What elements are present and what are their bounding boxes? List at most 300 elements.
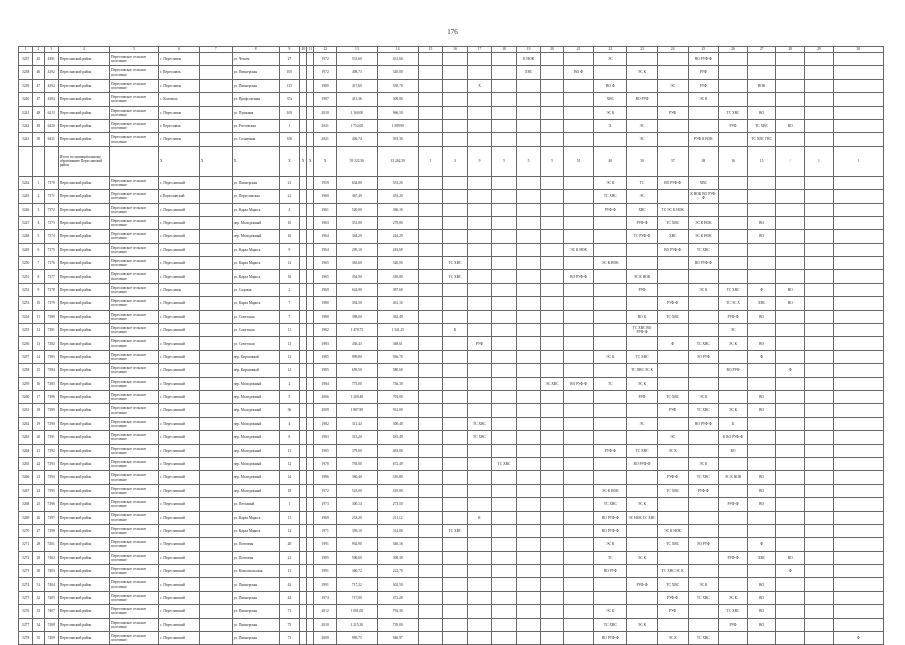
table-cell: [199, 377, 232, 390]
table-cell: 5256: [19, 337, 33, 350]
table-cell: [805, 324, 834, 337]
table-cell: [418, 431, 443, 444]
table-cell: [418, 350, 443, 363]
table-cell: [747, 364, 776, 377]
table-cell: Переславский район: [58, 324, 109, 337]
table-cell: 472,20: [377, 591, 418, 604]
table-cell: [541, 511, 563, 524]
table-cell: [541, 270, 563, 283]
table-cell: [688, 431, 719, 444]
table-cell: 436,43: [336, 337, 377, 350]
table-cell: ТС ХВС: [443, 257, 468, 270]
table-cell: [747, 632, 776, 645]
table-cell: ЭС К: [594, 605, 627, 618]
table-cell: 320,00: [377, 66, 418, 79]
table-cell: [833, 431, 883, 444]
table-cell: [657, 93, 688, 106]
table-cell: 37: [657, 146, 688, 176]
table-cell: 1984: [314, 377, 336, 390]
table-cell: 7370: [44, 176, 58, 189]
table-cell: [627, 632, 658, 645]
table-cell: [467, 484, 492, 497]
table-cell: 40: [594, 146, 627, 176]
table-cell: РУФ-Ф: [627, 578, 658, 591]
table-cell: [688, 511, 719, 524]
table-cell: 344,20: [336, 230, 377, 243]
table-cell: Переславский район: [58, 551, 109, 564]
table-cell: [805, 524, 834, 537]
table-cell: [443, 565, 468, 578]
table-cell: [307, 310, 314, 323]
table-cell: [594, 324, 627, 337]
table-cell: 2012: [314, 605, 336, 618]
table-cell: [805, 551, 834, 564]
table-cell: [199, 176, 232, 189]
table-cell: [467, 310, 492, 323]
table-cell: 7398: [44, 524, 58, 537]
table-cell: с. Переславский: [159, 390, 200, 403]
table-cell: РУФ-Ф: [719, 498, 748, 511]
table-cell: [492, 230, 517, 243]
table-cell: [833, 457, 883, 470]
table-cell: 1 209,40: [336, 390, 377, 403]
table-cell: [516, 350, 541, 363]
table-cell: ХВС: [516, 66, 541, 79]
table-cell: Х: [594, 119, 627, 132]
table-cell: [307, 457, 314, 470]
table-cell: [541, 66, 563, 79]
table-cell: Переславский район: [58, 176, 109, 189]
table-cell: Переславское сельское поселение: [109, 618, 158, 631]
table-cell: ВО РУФ: [719, 364, 748, 377]
table-cell: Переславское сельское поселение: [109, 79, 158, 92]
table-cell: 4391: [44, 53, 58, 66]
table-cell: 18: [492, 47, 517, 53]
table-cell: [300, 106, 307, 119]
table-cell: ВО: [747, 216, 776, 229]
table-cell: [300, 203, 307, 216]
table-cell: [516, 190, 541, 203]
table-cell: 23: [33, 471, 44, 484]
table-cell: [467, 364, 492, 377]
table-cell: [747, 444, 776, 457]
table-cell: [541, 605, 563, 618]
table-cell: ВО: [776, 297, 805, 310]
table-cell: [492, 565, 517, 578]
table-cell: 21: [563, 47, 594, 53]
table-cell: [516, 457, 541, 470]
table-cell: ТС ХВС: [688, 243, 719, 256]
table-cell: [307, 106, 314, 119]
table-cell: ул. Карла Маркса: [232, 524, 279, 537]
table-cell: [833, 66, 883, 79]
table-cell: 14: [279, 364, 299, 377]
table-row: [19, 119, 884, 132]
table-cell: 1972: [314, 66, 336, 79]
table-cell: [688, 377, 719, 390]
table-cell: [594, 66, 627, 79]
table-cell: 1991: [314, 565, 336, 578]
table-cell: ХВС: [657, 230, 688, 243]
table-cell: Переславский район: [58, 257, 109, 270]
table-cell: Переславский район: [58, 605, 109, 618]
table-cell: 717,22: [336, 578, 377, 591]
table-cell: [492, 324, 517, 337]
table-row: [19, 444, 884, 457]
table-cell: Переславский район: [58, 591, 109, 604]
table-cell: [563, 203, 594, 216]
table-cell: [833, 377, 883, 390]
table-cell: [516, 203, 541, 216]
table-cell: [307, 119, 314, 132]
table-cell: РУФ: [688, 79, 719, 92]
table-cell: ВО: [747, 471, 776, 484]
table-cell: 5251: [19, 270, 33, 283]
table-cell: 5247: [19, 216, 33, 229]
table-cell: [199, 431, 232, 444]
table-cell: [719, 243, 748, 256]
table-cell: [594, 337, 627, 350]
table-cell: ТС ХВС: [657, 484, 688, 497]
table-row: [19, 283, 884, 296]
table-cell: 22: [33, 457, 44, 470]
table-cell: 45: [33, 53, 44, 66]
table-cell: Переславский район: [58, 66, 109, 79]
table-cell: 10: [279, 216, 299, 229]
table-cell: [719, 511, 748, 524]
table-cell: [492, 618, 517, 631]
table-cell: 2021: [314, 133, 336, 146]
table-cell: 703,00: [377, 390, 418, 403]
table-cell: Переславское сельское поселение: [109, 270, 158, 283]
table-row: [19, 53, 884, 66]
table-cell: [563, 350, 594, 363]
table-cell: [805, 618, 834, 631]
table-cell: Переславский район: [58, 93, 109, 106]
table-cell: [776, 106, 805, 119]
table-cell: [776, 203, 805, 216]
table-cell: 11: [279, 511, 299, 524]
table-cell: Переславский район: [58, 524, 109, 537]
table-cell: [541, 578, 563, 591]
table-cell: г. Переславль: [159, 119, 200, 132]
table-cell: [418, 216, 443, 229]
table-cell: [492, 364, 517, 377]
table-cell: [19, 146, 33, 176]
table-cell: [563, 618, 594, 631]
table-cell: [563, 297, 594, 310]
table-cell: ЭС К: [627, 66, 658, 79]
table-cell: 10: [33, 297, 44, 310]
table-cell: 281,49: [377, 431, 418, 444]
table-cell: 360,72: [336, 565, 377, 578]
table-cell: [657, 53, 688, 66]
table-cell: [688, 524, 719, 537]
table-cell: ТС ХВС: [657, 578, 688, 591]
table-cell: ул. Пионерская: [232, 605, 279, 618]
table-cell: [563, 511, 594, 524]
table-cell: ТС ХВС: [467, 431, 492, 444]
table-cell: [300, 498, 307, 511]
table-cell: [307, 257, 314, 270]
table-cell: ВО РУФ: [627, 93, 658, 106]
table-cell: [747, 270, 776, 283]
table-cell: [541, 283, 563, 296]
table-row: [19, 324, 884, 337]
table-cell: Переславское сельское поселение: [109, 350, 158, 363]
table-cell: [492, 106, 517, 119]
table-cell: [805, 310, 834, 323]
table-cell: [627, 565, 658, 578]
table-row: [19, 417, 884, 430]
table-cell: [492, 79, 517, 92]
table-cell: [199, 524, 232, 537]
table-cell: 16: [279, 230, 299, 243]
table-cell: ХВС: [747, 551, 776, 564]
table-cell: [418, 578, 443, 591]
table-cell: 5241: [19, 106, 33, 119]
table-cell: [833, 484, 883, 497]
table-cell: [418, 390, 443, 403]
table-cell: [747, 431, 776, 444]
table-cell: 7390: [44, 417, 58, 430]
table-cell: ВО РУФ-Ф: [594, 524, 627, 537]
table-cell: [300, 618, 307, 631]
table-cell: 2: [279, 283, 299, 296]
table-cell: [418, 618, 443, 631]
table-cell: ВО РУФ-Ф: [657, 243, 688, 256]
table-cell: 5268: [19, 498, 33, 511]
table-cell: ул. Пионерская: [232, 591, 279, 604]
table-cell: ЭС: [627, 119, 658, 132]
table-cell: [563, 524, 594, 537]
table-cell: [541, 297, 563, 310]
table-cell: [492, 511, 517, 524]
table-cell: [541, 444, 563, 457]
table-cell: 7395: [44, 484, 58, 497]
table-cell: 320,00: [377, 257, 418, 270]
table-cell: [418, 524, 443, 537]
table-cell: ВО: [776, 283, 805, 296]
table-cell: ВО РУФ-Ф: [563, 270, 594, 283]
table-cell: [747, 565, 776, 578]
table-cell: [418, 457, 443, 470]
table-cell: Переславский район: [58, 53, 109, 66]
table-cell: [719, 377, 748, 390]
table-cell: [563, 133, 594, 146]
table-cell: ул. Карла Маркса: [232, 511, 279, 524]
table-cell: [199, 106, 232, 119]
table-cell: 7408: [44, 618, 58, 631]
table-cell: 5265: [19, 457, 33, 470]
table-cell: [688, 551, 719, 564]
table-cell: [776, 243, 805, 256]
table-cell: ХВС: [594, 93, 627, 106]
table-cell: 279,80: [377, 216, 418, 229]
table-cell: [199, 538, 232, 551]
table-cell: [418, 591, 443, 604]
table-cell: [776, 578, 805, 591]
table-cell: [541, 350, 563, 363]
table-cell: с. Переславский: [159, 257, 200, 270]
table-cell: [594, 297, 627, 310]
table-cell: 5271: [19, 538, 33, 551]
table-cell: [199, 605, 232, 618]
table-cell: [805, 431, 834, 444]
table-cell: [199, 257, 232, 270]
table-cell: 1969: [314, 511, 336, 524]
table-cell: 5266: [19, 471, 33, 484]
table-cell: 222,70: [377, 565, 418, 578]
table-cell: [688, 444, 719, 457]
table-cell: [776, 457, 805, 470]
table-cell: 1: [279, 119, 299, 132]
table-row: [19, 578, 884, 591]
table-cell: [516, 524, 541, 537]
table-cell: [418, 283, 443, 296]
table-cell: Х: [314, 146, 336, 176]
table-cell: [300, 444, 307, 457]
table-row: [19, 350, 884, 363]
table-cell: 36: [279, 404, 299, 417]
table-cell: Ф: [776, 364, 805, 377]
table-cell: [747, 457, 776, 470]
table-cell: [563, 283, 594, 296]
table-cell: [833, 93, 883, 106]
table-cell: [467, 243, 492, 256]
table-cell: ЭС К: [657, 632, 688, 645]
table-cell: 7385: [44, 377, 58, 390]
table-cell: [300, 377, 307, 390]
table-cell: ул. Пушкина: [232, 106, 279, 119]
table-cell: 12: [279, 350, 299, 363]
table-cell: /: [776, 146, 805, 176]
table-cell: [300, 270, 307, 283]
table-cell: 27: [279, 53, 299, 66]
table-cell: Переславское сельское поселение: [109, 498, 158, 511]
table-cell: [307, 133, 314, 146]
table-cell: [541, 310, 563, 323]
table-cell: Переславское сельское поселение: [109, 203, 158, 216]
table-cell: [492, 632, 517, 645]
table-cell: ул. Чехова: [232, 53, 279, 66]
table-cell: 33: [33, 605, 44, 618]
table-cell: [443, 377, 468, 390]
table-cell: [627, 257, 658, 270]
table-cell: [492, 337, 517, 350]
table-cell: с. Переславский: [159, 377, 200, 390]
table-cell: 5: [516, 146, 541, 176]
table-cell: [418, 66, 443, 79]
table-cell: [199, 390, 232, 403]
table-cell: 6420: [44, 119, 58, 132]
table-cell: [443, 106, 468, 119]
table-cell: [199, 133, 232, 146]
table-cell: [516, 297, 541, 310]
table-cell: 7392: [44, 444, 58, 457]
table-cell: [805, 471, 834, 484]
table-cell: [833, 350, 883, 363]
table-cell: 431,60: [377, 53, 418, 66]
table-cell: [443, 511, 468, 524]
table-cell: 5253: [19, 297, 33, 310]
table-cell: Итого по муниципальному образованию Переславский район: [58, 146, 109, 176]
table-cell: 7372: [44, 203, 58, 216]
table-cell: 5237: [19, 53, 33, 66]
table-cell: Переславское сельское поселение: [109, 297, 158, 310]
table-cell: Переславское сельское поселение: [109, 390, 158, 403]
table-cell: ТС РУФ-Ф: [627, 230, 658, 243]
table-cell: 659,50: [336, 364, 377, 377]
table-cell: Переславское сельское поселение: [109, 310, 158, 323]
table-cell: 717,00: [336, 591, 377, 604]
table-cell: [443, 230, 468, 243]
table-cell: 580,60: [377, 364, 418, 377]
table-cell: [657, 324, 688, 337]
table-cell: [563, 216, 594, 229]
table-cell: ЭС К НОК: [594, 484, 627, 497]
table-cell: [467, 565, 492, 578]
table-cell: Переславский район: [58, 119, 109, 132]
table-row: [19, 66, 884, 79]
table-cell: [563, 337, 594, 350]
table-cell: [627, 591, 658, 604]
table-cell: [805, 216, 834, 229]
table-cell: [805, 404, 834, 417]
table-cell: с. Переславский: [159, 471, 200, 484]
table-cell: [833, 578, 883, 591]
table-cell: [199, 551, 232, 564]
table-cell: пер. Молодежный: [232, 431, 279, 444]
table-cell: [688, 618, 719, 631]
table-cell: 506,00: [336, 551, 377, 564]
table-cell: с. Переславль: [159, 106, 200, 119]
table-cell: [563, 190, 594, 203]
table-cell: пер. Кирпичный: [232, 364, 279, 377]
table-cell: 1 399,90: [377, 119, 418, 132]
table-cell: ТС ХВС: [688, 632, 719, 645]
table-cell: [688, 310, 719, 323]
table-row: [19, 133, 884, 146]
table-cell: [833, 176, 883, 189]
table-cell: ЭС НОК ТС ХВС: [627, 511, 658, 524]
table-cell: Переславское сельское поселение: [109, 230, 158, 243]
table-cell: 19: [516, 47, 541, 53]
table-cell: [443, 591, 468, 604]
table-cell: 1: [33, 176, 44, 189]
table-cell: ТС ХВС: [657, 216, 688, 229]
table-cell: [467, 106, 492, 119]
table-cell: [719, 176, 748, 189]
table-cell: 4: [279, 203, 299, 216]
table-cell: [541, 565, 563, 578]
table-cell: с. Переславский: [159, 310, 200, 323]
table-cell: ВО: [747, 230, 776, 243]
table-cell: 14: [377, 47, 418, 53]
table-cell: ул. Карла Маркса: [232, 243, 279, 256]
table-row: [19, 632, 884, 645]
table-cell: [776, 484, 805, 497]
table-cell: 7376: [44, 257, 58, 270]
table-cell: ул. Пионерская: [232, 176, 279, 189]
table-cell: Переславское сельское поселение: [109, 257, 158, 270]
table-cell: [563, 632, 594, 645]
table-cell: 17: [33, 390, 44, 403]
table-cell: [833, 565, 883, 578]
table-cell: [563, 591, 594, 604]
table-cell: 27: [33, 524, 44, 537]
table-cell: [199, 591, 232, 604]
